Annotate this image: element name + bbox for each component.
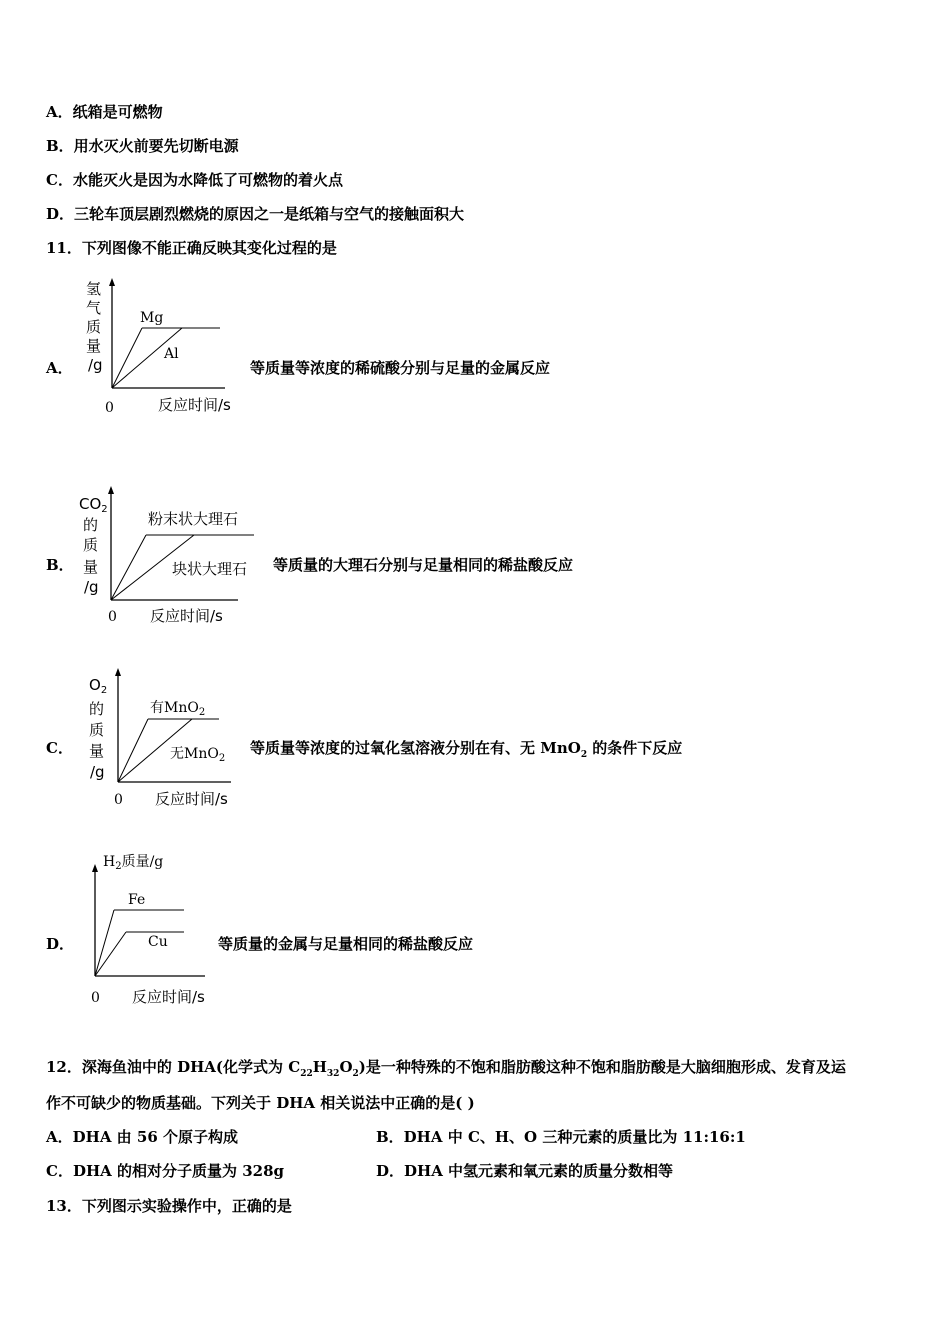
q10-option-a: A．纸箱是可燃物 (46, 103, 163, 121)
q10-option-c: C．水能灭火是因为水降低了可燃物的着火点 (46, 171, 343, 189)
series-label-cu: Cu (148, 934, 168, 950)
q12-option-b: B．DHA 中 C、H、O 三种元素的质量比为 11:16:1 (376, 1128, 746, 1146)
y-axis-char-1: 氢 (86, 280, 102, 298)
series-label-without-mno2: 无MnO$_2$ (170, 746, 226, 764)
series-label-block: 块状大理石 (172, 560, 248, 578)
powder-line (111, 535, 146, 600)
x-axis-label: 反应时间/s (132, 988, 205, 1006)
y-axis-char-3: 量 (89, 742, 105, 760)
x-axis-label: 反应时间/s (158, 396, 231, 414)
y-axis-char-2: 质 (89, 721, 105, 739)
q12-stem-line1: 12．深海鱼油中的 DHA(化学式为 $C_{22}H_{32}O_2$)是一种特殊的不饱和脂肪酸这种不饱和脂肪酸是大脑细胞形成、发育及运 (46, 1058, 846, 1079)
origin-label: 0 (105, 400, 114, 416)
y-axis-unit: /g (84, 578, 99, 596)
q11-option-c-desc: 等质量等浓度的过氧化氢溶液分别在有、无 MnO$_2$ 的条件下反应 (250, 739, 683, 760)
q12-option-d: D．DHA 中氢元素和氧元素的质量分数相等 (376, 1162, 674, 1180)
y-axis-unit: /g (90, 763, 105, 781)
origin-label: 0 (114, 792, 123, 808)
q11-option-b-desc: 等质量的大理石分别与足量相同的稀盐酸反应 (273, 556, 574, 574)
q11-option-d-desc: 等质量的金属与足量相同的稀盐酸反应 (218, 935, 474, 953)
y-axis-top: $O_2$ (89, 676, 108, 696)
y-arrow (92, 864, 98, 872)
x-axis-label: 反应时间/s (150, 607, 223, 625)
x-axis-label: 反应时间/s (155, 790, 228, 808)
q12-stem-line2: 作不可缺少的物质基础。下列关于 DHA 相关说法中正确的是( ) (46, 1094, 475, 1112)
y-axis-char-4: 量 (86, 337, 102, 355)
q10-option-b: B．用水灭火前要先切断电源 (46, 137, 239, 155)
y-axis-char-3: 质 (86, 318, 102, 336)
series-label-fe: Fe (128, 892, 146, 908)
y-axis-unit: /g (88, 356, 103, 374)
q11-graph-b (76, 480, 271, 630)
y-arrow (115, 668, 121, 676)
cu-rise-line (95, 932, 126, 976)
y-arrow (109, 278, 115, 286)
q11-graph-c (84, 664, 254, 814)
q11-option-b-label: B． (46, 556, 74, 574)
series-label-powder: 粉末状大理石 (148, 510, 239, 528)
q11-option-a-desc: 等质量等浓度的稀硫酸分别与足量的金属反应 (250, 359, 551, 377)
origin-label: 0 (108, 609, 117, 625)
series-label-al: Al (164, 346, 179, 362)
mg-line (112, 328, 142, 388)
origin-label: 0 (91, 990, 100, 1006)
q13-stem: 13．下列图示实验操作中，正确的是 (46, 1197, 292, 1215)
q11-graph-a (80, 270, 260, 420)
y-axis-char-1: 的 (89, 700, 105, 718)
y-arrow (108, 486, 114, 494)
q11-graph-d (80, 848, 230, 1013)
q12-option-a: A．DHA 由 56 个原子构成 (46, 1128, 238, 1146)
series-label-with-mno2: 有MnO$_2$ (150, 700, 206, 718)
y-axis-char-2: 气 (86, 299, 102, 317)
with-mno2-line (118, 719, 148, 782)
fe-rise-line (95, 910, 114, 976)
y-axis-label: $H_2$质量/g (103, 854, 164, 872)
y-axis-top: $CO_2$ (79, 495, 108, 515)
q11-option-c-label: C． (46, 739, 73, 757)
q11-option-a-label: A． (46, 359, 73, 377)
series-label-mg: Mg (140, 310, 164, 326)
q10-option-d: D．三轮车顶层剧烈燃烧的原因之一是纸箱与空气的接触面积大 (46, 205, 465, 223)
q11-stem: 11．下列图像不能正确反映其变化过程的是 (46, 239, 337, 257)
q12-option-c: C．DHA 的相对分子质量为 328g (46, 1162, 285, 1180)
q11-option-d-label: D． (46, 935, 75, 953)
y-axis-char-1: 的 (83, 516, 99, 534)
y-axis-char-3: 量 (83, 558, 99, 576)
y-axis-char-2: 质 (83, 536, 99, 554)
